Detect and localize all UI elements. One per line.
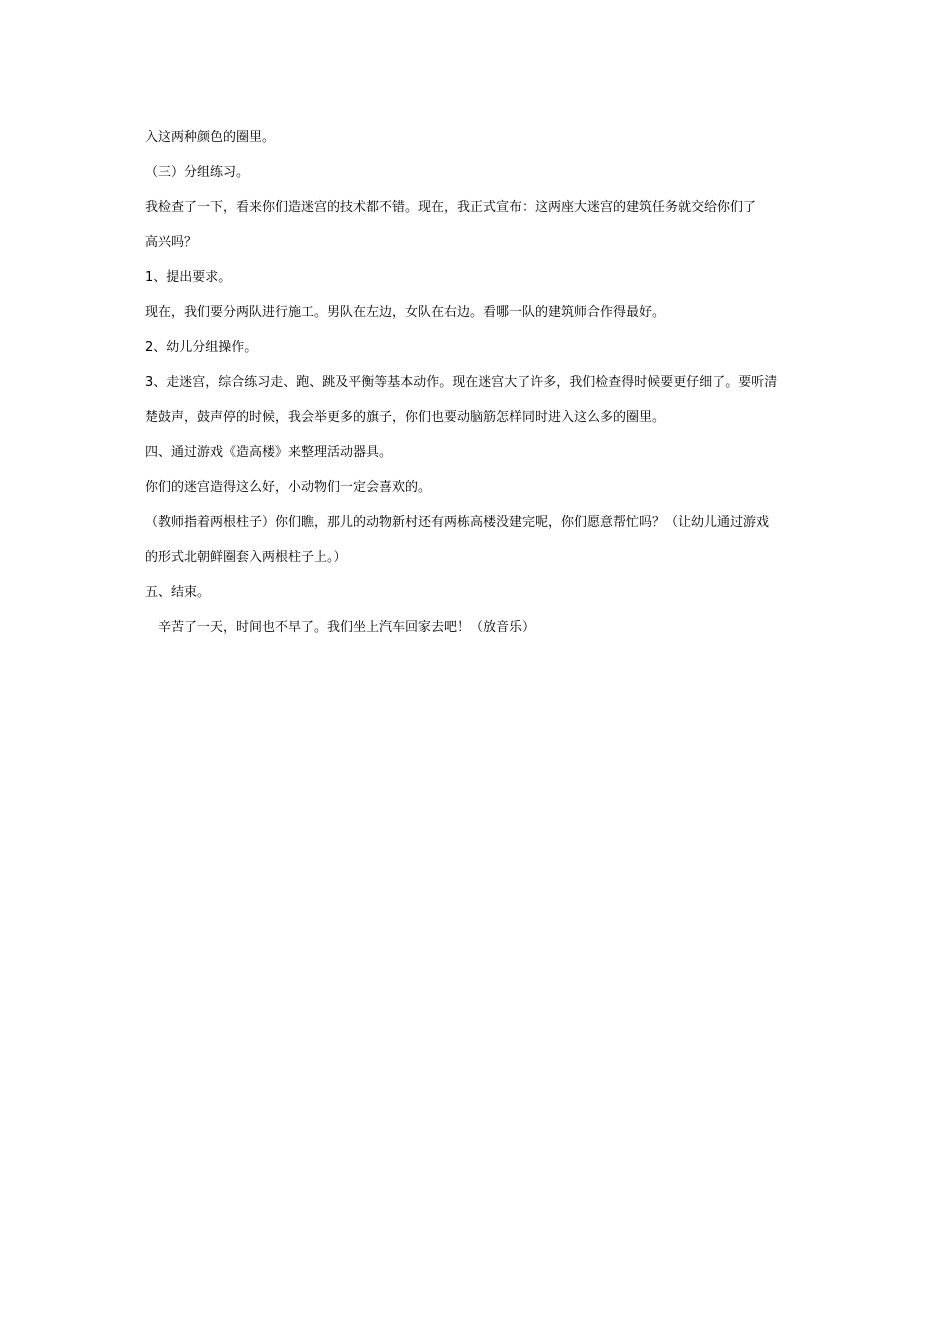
text-line: 楚鼓声，鼓声停的时候，我会举更多的旗子，你们也要动脑筋怎样同时进入这么多的圈里。 <box>145 410 666 425</box>
text-line: 的形式北朝鲜圈套入两根柱子上。） <box>145 550 347 565</box>
list-item: 2、幼儿分组操作。 <box>145 340 258 355</box>
section-heading: 四、通过游戏《造高楼》来整理活动器具。 <box>145 445 393 460</box>
list-item: 1、提出要求。 <box>145 270 232 285</box>
text-line: （教师指着两根柱子）你们瞧，那儿的动物新村还有两栋高楼没建完呢，你们愿意帮忙吗？（让幼儿通过游戏 <box>145 515 770 530</box>
text-line: 高兴吗？ <box>145 235 198 250</box>
text-line: 我检查了一下，看来你们造迷宫的技术都不错。现在，我正式宣布：这两座大迷宫的建筑任务就交给你们了 <box>145 200 757 215</box>
text-line: 现在，我们要分两队进行施工。男队在左边，女队在右边。看哪一队的建筑师合作得最好。 <box>145 305 666 320</box>
text-line: 你们的迷宫造得这么好，小动物们一定会喜欢的。 <box>145 480 432 495</box>
text-line: 入这两种颜色的圈里。 <box>145 130 276 145</box>
text-line: 辛苦了一天，时间也不早了。我们坐上汽车回家去吧！（放音乐） <box>158 620 536 635</box>
list-item: 3、走迷宫，综合练习走、跑、跳及平衡等基本动作。现在迷宫大了许多，我们检查得时候要更仔细了。要听清 <box>145 375 778 390</box>
section-heading: 五、结束。 <box>145 585 211 600</box>
section-heading: （三）分组练习。 <box>145 165 250 180</box>
